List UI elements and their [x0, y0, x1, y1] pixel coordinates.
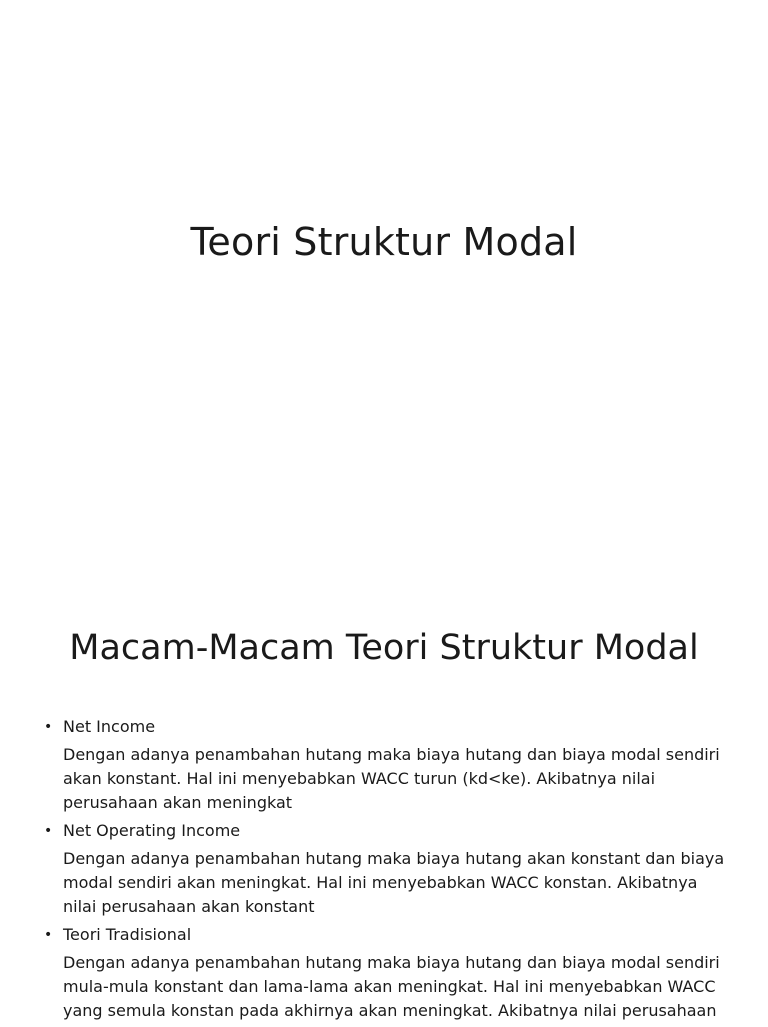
bullet-icon: • [44, 823, 53, 839]
list-item-net-operating-income [44, 819, 734, 919]
item-heading: Net Income [63, 717, 156, 736]
description-line: yang semula konstan pada akhirnya akan meningkat. Akibatnya nilai perusahaan [63, 1001, 717, 1020]
description-line: Dengan adanya penambahan hutang maka biaya hutang dan biaya modal sendiri [63, 953, 720, 972]
description-line: perusahaan akan meningkat [63, 793, 293, 812]
bullet-icon: • [44, 719, 53, 735]
list-item-teori-tradisional [44, 923, 734, 1023]
description-line: Dengan adanya penambahan hutang maka biaya hutang dan biaya modal sendiri [63, 745, 720, 764]
slide-1-title: Teori Struktur Modal [190, 220, 578, 264]
slide-2 [0, 576, 768, 1024]
description-line: nilai perusahaan akan konstant [63, 897, 315, 916]
slide-2-title: Macam-Macam Teori Struktur Modal [69, 628, 699, 668]
item-heading: Teori Tradisional [63, 925, 192, 944]
item-description [63, 743, 734, 815]
item-description [63, 847, 734, 919]
bullet-icon: • [44, 927, 53, 943]
description-line: Dengan adanya penambahan hutang maka biaya hutang akan konstant dan biaya [63, 849, 725, 868]
description-line: modal sendiri akan meningkat. Hal ini menyebabkan WACC konstan. Akibatnya [63, 873, 698, 892]
list-item-net-income [44, 715, 734, 815]
item-description [63, 951, 734, 1023]
description-line: mula-mula konstant dan lama-lama akan meningkat. Hal ini menyebabkan WACC [63, 977, 716, 996]
item-heading: Net Operating Income [63, 821, 241, 840]
theory-list [44, 715, 734, 1027]
description-line: akan konstant. Hal ini menyebabkan WACC turun (kd<ke). Akibatnya nilai [63, 769, 656, 788]
